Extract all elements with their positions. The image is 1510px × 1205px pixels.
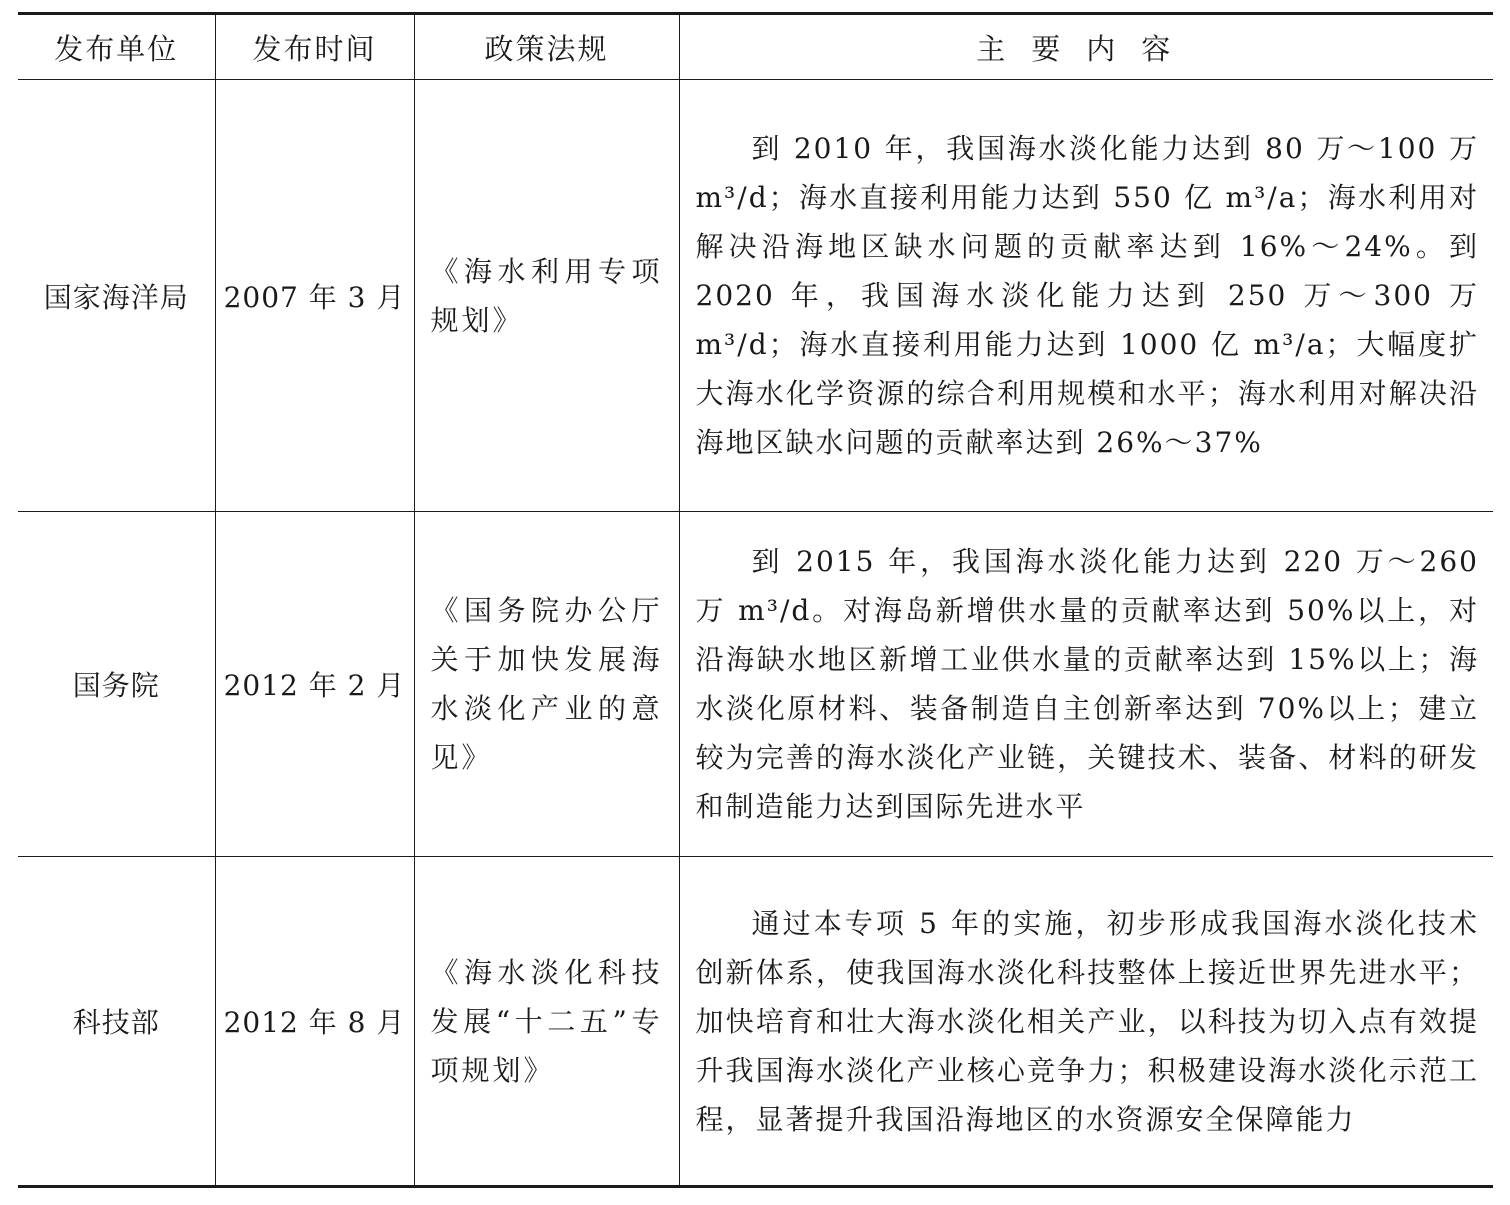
cell-content xyxy=(679,857,1493,1187)
content-paragraph: 通过本专项 5 年的实施，初步形成我国海水淡化技术创新体系，使我国海水淡化科技整体上接近世界先进水平；加快培育和壮大海水淡化相关产业，以科技为切入点有效提升我国海水淡化产业核心竞争力；积极建设海水淡化示范工程，显著提升我国沿海地区的水资源安全保障能力 xyxy=(695,906,1479,1136)
policy-table xyxy=(18,12,1493,1188)
content-paragraph: 到 2010 年，我国海水淡化能力达到 80 万～100 万 m³/d；海水直接利用能力达到 550 亿 m³/a；海水利用对解决沿海地区缺水问题的贡献率达到 16%～24%。到 2020 年，我国海水淡化能力达到 250 万～300 万 m³/d；海水直接利用能力达到 1000 亿 m³/a；大幅度扩大海水化学资源的综合利用规模和水平；海水利用对解决沿海地区缺水问题的贡献率达到 26%～37% xyxy=(695,132,1479,459)
table-row xyxy=(18,857,1493,1187)
cell-content xyxy=(679,512,1493,857)
cell-policy: 《海水淡化科技发展“十二五”专项规划》 xyxy=(414,857,679,1187)
table-body xyxy=(18,80,1493,1187)
table-row xyxy=(18,512,1493,857)
table-header xyxy=(18,14,1493,80)
cell-date: 2012 年 2 月 xyxy=(215,512,414,857)
cell-content xyxy=(679,80,1493,512)
cell-policy: 《海水利用专项规划》 xyxy=(414,80,679,512)
header-unit: 发布单位 xyxy=(18,14,215,80)
header-date: 发布时间 xyxy=(215,14,414,80)
table-row xyxy=(18,80,1493,512)
cell-date: 2007 年 3 月 xyxy=(215,80,414,512)
cell-policy: 《国务院办公厅关于加快发展海水淡化产业的意见》 xyxy=(414,512,679,857)
header-content: 主要内容 xyxy=(679,14,1493,80)
cell-date: 2012 年 8 月 xyxy=(215,857,414,1187)
cell-unit: 国家海洋局 xyxy=(18,80,215,512)
header-policy: 政策法规 xyxy=(414,14,679,80)
cell-unit: 国务院 xyxy=(18,512,215,857)
cell-unit: 科技部 xyxy=(18,857,215,1187)
content-paragraph: 到 2015 年，我国海水淡化能力达到 220 万～260 万 m³/d。对海岛新增供水量的贡献率达到 50%以上，对沿海缺水地区新增工业供水量的贡献率达到 15%以上；海水淡化原材料、装备制造自主创新率达到 70%以上；建立较为完善的海水淡化产业链，关键技术、装备、材料的研发和制造能力达到国际先进水平 xyxy=(695,545,1479,823)
header-row xyxy=(18,14,1493,80)
